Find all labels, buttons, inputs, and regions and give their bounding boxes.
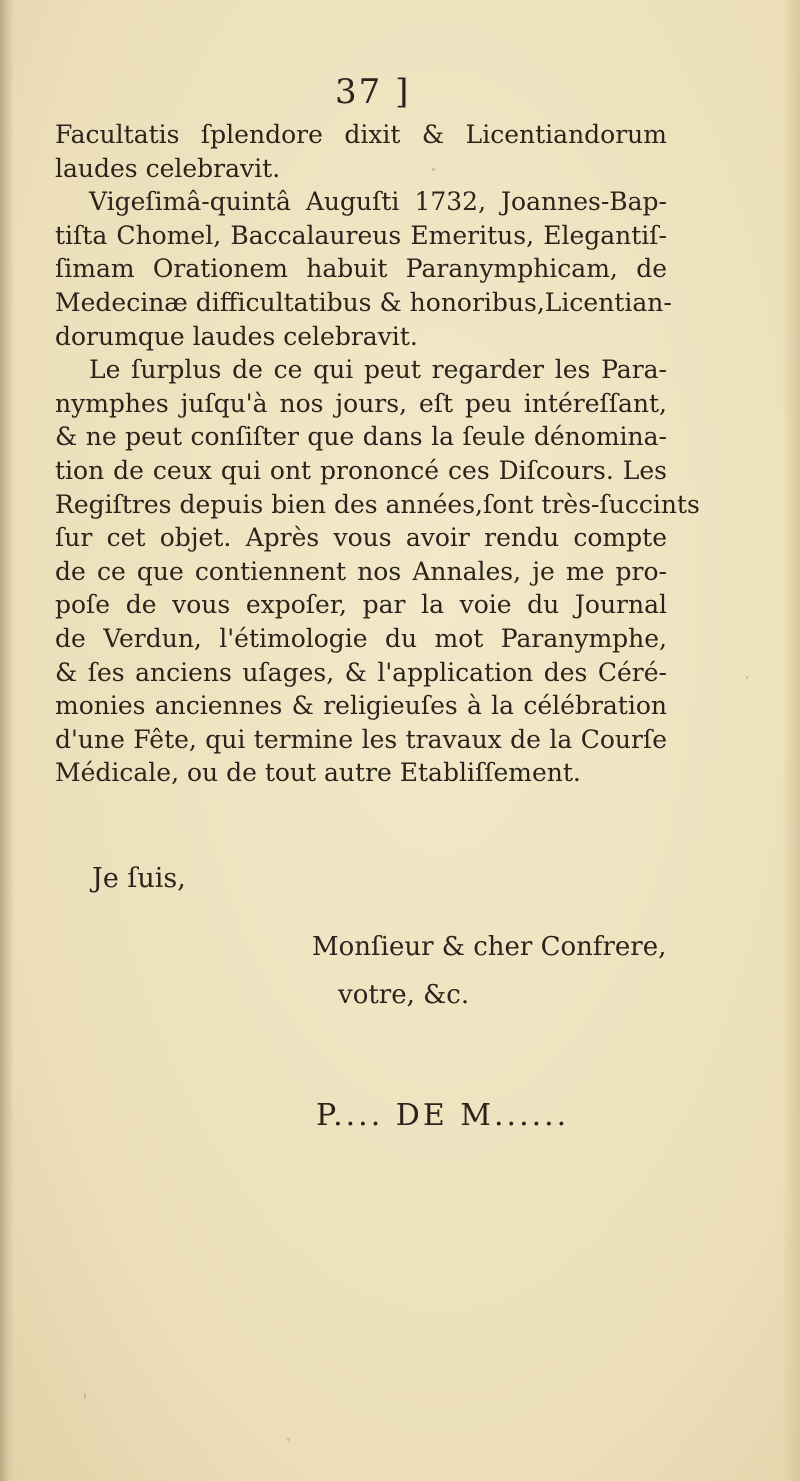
binding-shadow <box>0 0 14 1481</box>
paper-fleck <box>287 1438 290 1441</box>
text-line: tiſta Chomel, Baccalaureus Emeritus, Elegantiſ- <box>55 220 667 250</box>
text-line: ſur cet objet. Après vous avoir rendu compte <box>55 523 667 553</box>
text-line: & ne peut conſiſter que dans la ſeule dénomina- <box>55 422 667 452</box>
page-number: 37 ] <box>335 72 411 112</box>
text-line: Vigeſimâ-quintâ Auguſti 1732, Joannes-Bap- <box>89 187 667 217</box>
text-line: laudes celebravit. <box>55 153 281 183</box>
text-line: nymphes juſqu'à nos jours, eſt peu intéreſſant, <box>55 388 667 418</box>
paper-fleck <box>432 168 435 171</box>
text-line: tion de ceux qui ont prononcé ces Diſcours. Les <box>55 455 667 485</box>
text-line: poſe de vous expoſer, par la voie du Journal <box>55 590 667 620</box>
page-edge-shadow <box>782 0 800 1481</box>
text-line: de Verdun, l'étimologie du mot Paranymphe, <box>55 623 667 653</box>
text-line: Le ſurplus de ce qui peut regarder les Para- <box>89 355 667 385</box>
text-line: & ſes anciens uſages, & l'application des Céré- <box>55 657 667 687</box>
text-line: ſimam Orationem habuit Paranymphicam, de <box>55 254 667 284</box>
salutation-line-1: Monſieur & cher Confrere, <box>312 932 667 962</box>
text-line: Medecinæ difficultatibus & honoribus,Licentian- <box>55 287 672 317</box>
paper-fleck <box>746 676 748 679</box>
text-line: Regiſtres depuis bien des années,ſont très-ſuccints <box>55 489 700 519</box>
text-line: monies anciennes & religieuſes à la célébration <box>55 691 667 721</box>
paper-fleck <box>84 1393 86 1399</box>
text-line: de ce que contiennent nos Annales, je me pro- <box>55 556 667 586</box>
text-line: d'une Fête, qui termine les travaux de la Courſe <box>55 724 667 754</box>
closing: Je ſuis, <box>92 863 186 894</box>
salutation-line-2: votre, &c. <box>338 980 470 1010</box>
text-line: Médicale, ou de tout autre Etabliſſement. <box>55 758 581 788</box>
body-text <box>55 118 700 790</box>
text-line: Facultatis ſplendore dixit & Licentiandorum <box>55 120 667 149</box>
signature: P.... DE M...... <box>316 1098 570 1133</box>
text-line: dorumque laudes celebravit. <box>55 321 418 351</box>
